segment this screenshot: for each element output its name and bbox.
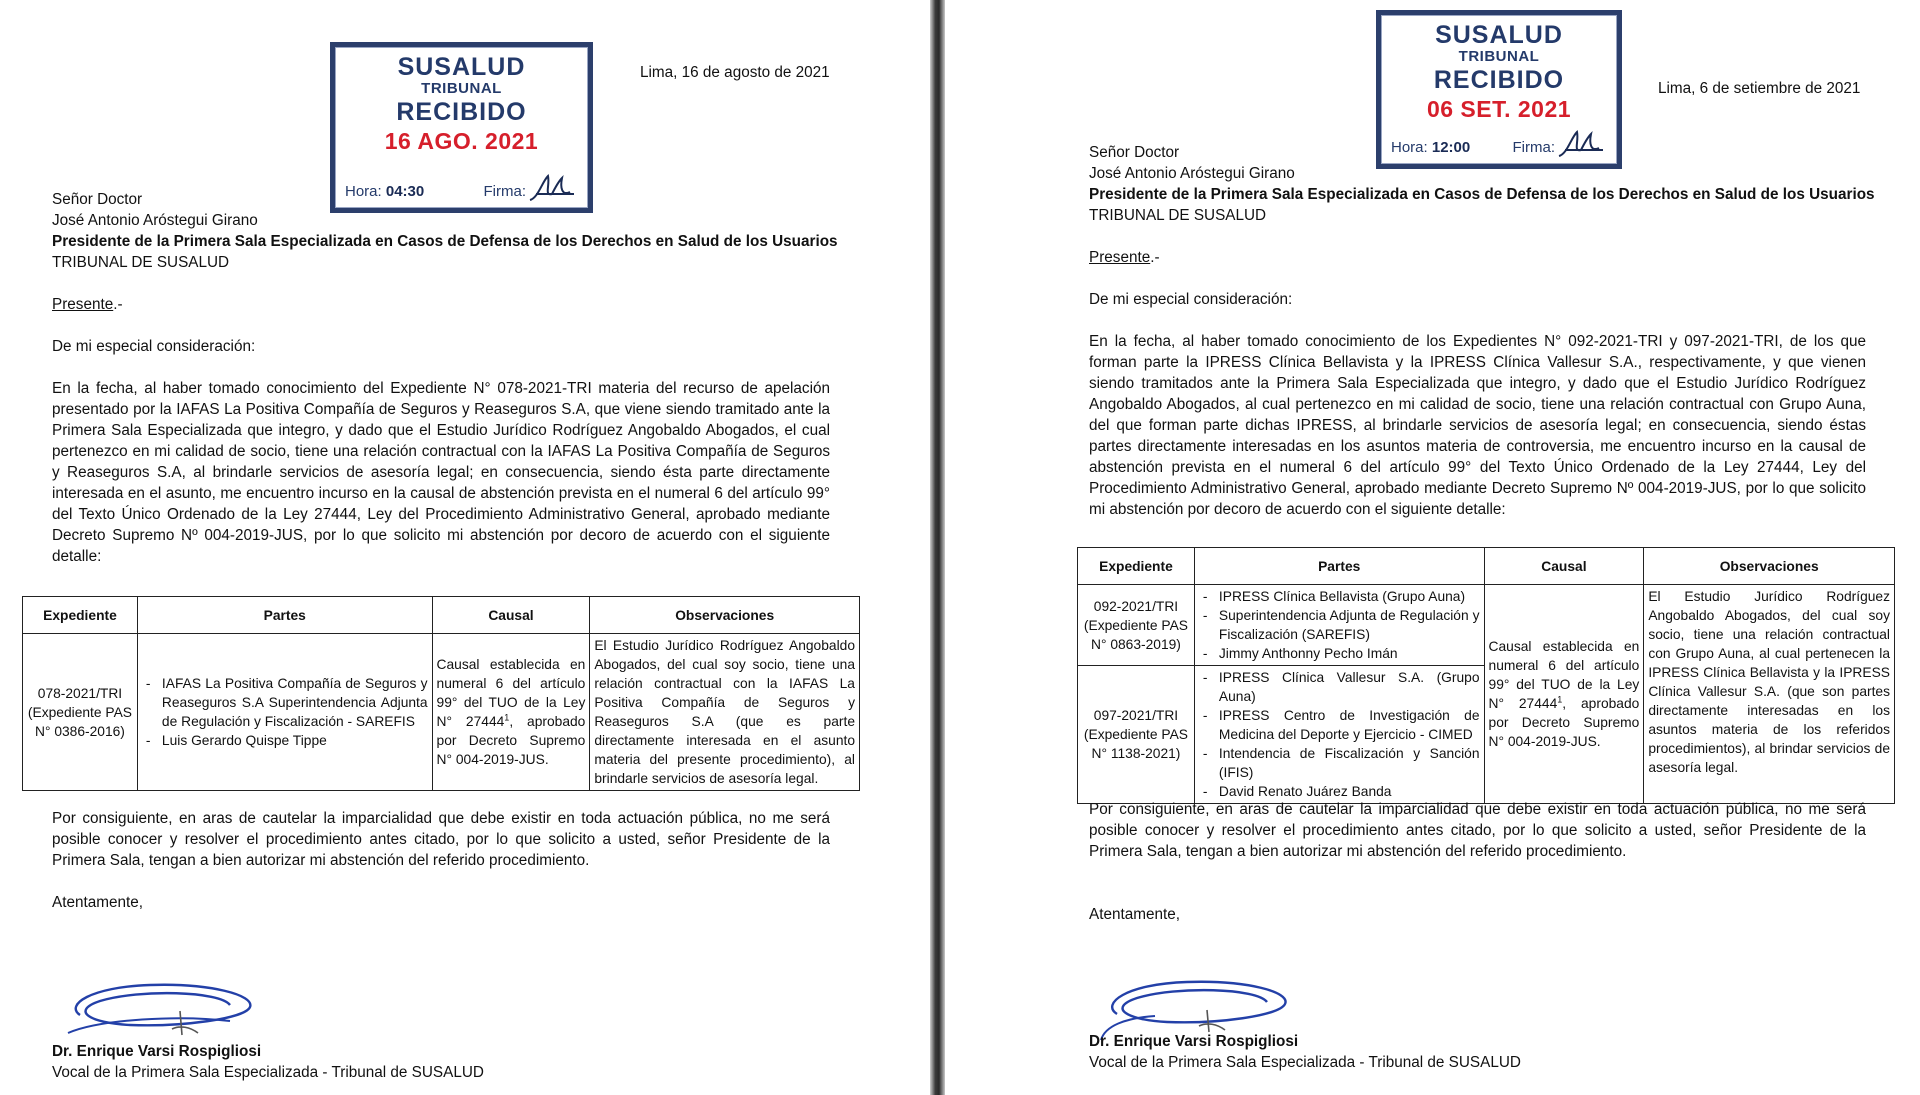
received-stamp (330, 42, 593, 213)
letter-date: Lima, 6 de setiembre de 2021 (1658, 80, 1861, 97)
addressee-name: José Antonio Aróstegui Girano (52, 212, 258, 229)
addressee-title: Presidente de la Primera Sala Especializada en Casos de Defensa de los Derechos en Salud de los Usuarios (52, 233, 838, 250)
stamp-hora: 04:30 (385, 183, 425, 200)
signer-name: Dr. Enrique Varsi Rospigliosi (52, 1043, 262, 1060)
page-gutter (930, 0, 945, 1095)
table-row (23, 634, 860, 791)
stamp-signature-icon (526, 172, 578, 206)
col-header: Observaciones (1644, 548, 1895, 585)
stamp-sub: TRIBUNAL (421, 80, 502, 97)
detail-table (22, 596, 860, 791)
body-paragraph: En la fecha, al haber tomado conocimiento del Expediente N° 078-2021-TRI materia del recurso de apelación presentado por la IAFAS La Positiva Compañía de Seguros y Reaseguros S.A, que viene siendo tramitado ante la Primera Sala Especializada que integro, y dado que el Estudio Jurídico Rodríguez Angobaldo Abogados, el cual pertenezco en mi calidad de socio, tiene una relación contractual con la IAFAS La Positiva Compañía de Seguros y Reaseguros S.A, al brindarle servicios de asesoría legal; en consecuencia, siendo ésta parte directamente interesada en el asunto, me encuentro incurso en la causal de abstención prevista en el numeral 6 del artículo 99° del Texto Único Ordenado de la Ley 27444, Ley del Procedimiento Administrativo General, aprobado mediante Decreto Supremo Nº 004-2019-JUS, por lo que solicito mi abstención por decoro de acuerdo con el siguiente detalle: (52, 380, 830, 565)
presente-line: Presente.- (52, 296, 123, 313)
party-item: - IPRESS Clínica Vallesur S.A. (Grupo Auna) (1213, 668, 1480, 706)
cell-expediente: 078-2021/TRI (Expediente PAS N° 0386-2016) (23, 634, 138, 791)
party-item: - Luis Gerardo Quispe Tippe (156, 731, 428, 750)
col-header: Causal (432, 597, 590, 634)
col-header: Observaciones (590, 597, 860, 634)
table-header-row (1078, 548, 1895, 585)
cell-expediente: 097-2021/TRI (Expediente PAS N° 1138-2021) (1078, 666, 1195, 804)
greeting: De mi especial consideración: (52, 338, 256, 355)
addressee-org: TRIBUNAL DE SUSALUD (52, 254, 230, 271)
cell-partes (137, 634, 432, 791)
party-item: - IPRESS Centro de Investigación de Medicina del Deporte y Ejercicio - CIMED (1213, 706, 1480, 744)
cell-observaciones: El Estudio Jurídico Rodríguez Angobaldo Abogados, del cual soy socio, tiene una relación contractual con Grupo Auna, al cual pertenecen la IPRESS Clínica Bellavista y la IPRESS Clínica Vallesur S.A. (que son partes directamente interesadas en los asuntos materia de los referidos procedimientos), al brindar servicios de asesoría legal. (1644, 585, 1895, 804)
stamp-date: 16 AGO. 2021 (384, 128, 539, 154)
addressee-salutation: Señor Doctor (52, 191, 143, 208)
cell-causal: Causal establecida en numeral 6 del artículo 99° del TUO de la Ley N° 27444$^1$, aprobado por Decreto Supremo N° 004-2019-JUS. (432, 634, 590, 791)
col-header: Expediente (23, 597, 138, 634)
body-paragraph: En la fecha, al haber tomado conocimiento de los Expedientes N° 092-2021-TRI y 097-2021-TRI, de los que forman parte la IPRESS Clínica Bellavista y la IPRESS Clínica Vallesur S.A., respectivamente, y que vienen siendo tramitados ante la Primera Sala Especializada que integro, y dado que el Estudio Jurídico Rodríguez Angobaldo Abogados, al cual pertenezco en mi calidad de socio, tiene una relación contractual con Grupo Auna, del que forman parte dichas IPRESS, al brindarle servicios de asesoría legal; en consecuencia, siendo éstas partes directamente interesadas en los asuntos materia de controversia, me encuentro incurso en la causal de abstención prevista en el numeral 6 del artículo 99° del Texto Único Ordenado de la Ley 27444, Ley del Procedimiento Administrativo General, aprobado mediante Decreto Supremo Nº 004-2019-JUS, por lo que solicito mi abstención por decoro de acuerdo con el siguiente detalle: (1089, 333, 1866, 518)
cell-expediente: 092-2021/TRI (Expediente PAS N° 0863-2019) (1078, 585, 1195, 666)
stamp-firma-label: Firma: (1512, 139, 1555, 156)
closing-paragraph: Por consiguiente, en aras de cautelar la imparcialidad que debe existir en toda actuación pública, no me será posible conocer y resolver el procedimiento antes citado, por lo que solicito a usted, señor Presidente de la Primera Sala, tengan a bien autorizar mi abstención del referido procedimiento. (52, 810, 830, 869)
col-header: Expediente (1078, 548, 1195, 585)
stamp-hora-label: Hora: (345, 183, 382, 200)
table-row (1078, 585, 1895, 666)
greeting: De mi especial consideración: (1089, 291, 1293, 308)
party-item: - Jimmy Anthonny Pecho Imán (1213, 644, 1480, 663)
received-stamp (1376, 10, 1622, 169)
stamp-status: RECIBIDO (1433, 66, 1565, 94)
stamp-firma-label: Firma: (483, 183, 526, 200)
presente-line: Presente.- (1089, 249, 1160, 266)
stamp-org: SUSALUD (1435, 21, 1563, 49)
party-item: - Intendencia de Fiscalización y Sanción (IFIS) (1213, 744, 1480, 782)
col-header: Partes (1194, 548, 1484, 585)
atentamente: Atentamente, (52, 894, 143, 911)
letter-date: Lima, 16 de agosto de 2021 (640, 64, 830, 81)
table-header-row (23, 597, 860, 634)
cell-observaciones: El Estudio Jurídico Rodríguez Angobaldo Abogados, del cual soy socio, tiene una relación contractual con la IAFAS La Positiva Compañía de Seguros y Reaseguros S.A (que es parte directamente interesada en el asunto materia del presente procedimiento), al brindarle servicios de asesoría legal. (590, 634, 860, 791)
signer-title: Vocal de la Primera Sala Especializada - Tribunal de SUSALUD (1089, 1054, 1521, 1071)
signer-title: Vocal de la Primera Sala Especializada - Tribunal de SUSALUD (52, 1064, 484, 1081)
letter-page-left (0, 0, 930, 1095)
addressee-salutation: Señor Doctor (1089, 144, 1180, 161)
stamp-status: RECIBIDO (396, 98, 527, 126)
stamp-date: 06 SET. 2021 (1426, 96, 1572, 122)
handwritten-signature-icon (60, 975, 280, 1050)
stamp-hora-label: Hora: (1391, 139, 1428, 156)
party-item: - David Renato Juárez Banda (1213, 782, 1480, 801)
stamp-sub: TRIBUNAL (1458, 48, 1540, 65)
atentamente: Atentamente, (1089, 906, 1180, 923)
addressee-name: José Antonio Aróstegui Girano (1089, 165, 1295, 182)
stamp-org: SUSALUD (397, 53, 526, 81)
addressee-org: TRIBUNAL DE SUSALUD (1089, 207, 1267, 224)
col-header: Causal (1484, 548, 1644, 585)
signer-name: Dr. Enrique Varsi Rospigliosi (1089, 1033, 1299, 1050)
detail-table (1077, 547, 1895, 804)
party-item: - Superintendencia Adjunta de Regulación y Fiscalización (SAREFIS) (1213, 606, 1480, 644)
letter-page-right (945, 0, 1920, 1095)
stamp-hora: 12:00 (1431, 139, 1471, 156)
col-header: Partes (137, 597, 432, 634)
cell-partes (1194, 585, 1484, 666)
cell-causal: Causal establecida en numeral 6 del artículo 99° del TUO de la Ley N° 27444$^1$, aprobado por Decreto Supremo N° 004-2019-JUS. (1484, 585, 1644, 804)
party-item: - IPRESS Clínica Bellavista (Grupo Auna) (1213, 587, 1480, 606)
cell-partes (1194, 666, 1484, 804)
party-item: - IAFAS La Positiva Compañía de Seguros y Reaseguros S.A Superintendencia Adjunta de Regulación y Fiscalización - SAREFIS (156, 674, 428, 731)
addressee-title: Presidente de la Primera Sala Especializada en Casos de Defensa de los Derechos en Salud de los Usuarios (1089, 186, 1875, 203)
closing-paragraph: Por consiguiente, en aras de cautelar la imparcialidad que debe existir en toda actuación pública, no me será posible conocer y resolver el procedimiento antes citado, por lo que solicito a usted, señor Presidente de la Primera Sala, tengan a bien autorizar mi abstención del referido procedimiento. (1089, 801, 1866, 860)
stamp-signature-icon (1555, 128, 1607, 162)
